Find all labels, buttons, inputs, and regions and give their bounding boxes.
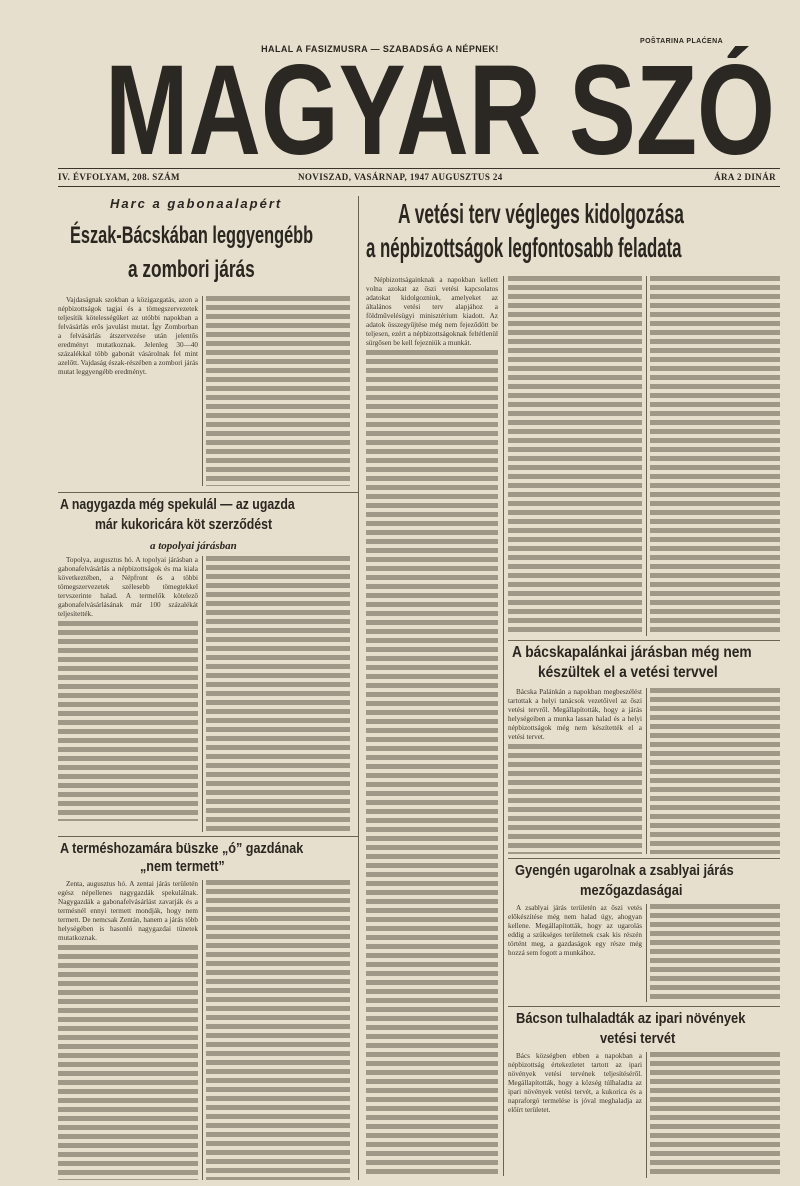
dateline: NOVISZAD, VASÁRNAP, 1947 AUGUSZTUS 24	[298, 172, 503, 182]
harvest-headline-1: Észak-Bácskában leggyengébb	[70, 222, 314, 249]
topolya-body-col-1	[58, 556, 198, 832]
bacs-body-col-2	[650, 1052, 780, 1178]
sowing-headline-1: A vetési terv végleges kidolgozása	[398, 198, 684, 229]
topolya-body-col-2	[206, 556, 350, 832]
farmers-body: Zenta, augusztus hó. A zentai járás területén egész népellenes nagygazdák spekulálnak. Nagygazdák a gabonafelvásárlást zavarják és a termésnél ennyi termett mondják, hogy nem termett. De nemcsak Zentán, hanem a járás több helységében is hasonló nagygazdai tünetek mutatkoznak.	[58, 880, 198, 943]
palanka-body-col-2	[650, 688, 780, 854]
sowing-body-col-3	[650, 276, 780, 636]
harvest-body-col-1	[58, 296, 198, 486]
issue-info-bar	[58, 172, 778, 186]
farmers-body-col-2	[206, 880, 350, 1180]
sowing-body-col-2	[508, 276, 642, 636]
bacs-body: Bács községben ebben a napokban a népbizottság értekezletet tartott az ipari növények vetési tervének teljesítéséről. Megállapították, hogy a község túlhaladta az ipari növények vetési tervét, a kukorica és a napraforgó termelése is jóval meghaladja az előírt területet.	[508, 1052, 642, 1115]
palanka-body: Bácska Palánkán a napokban megbeszélést tartottak a helyi tanácsok vezetőivel az őszi vetési tervről. Megállapították, hogy a járás helységeiben a munka lassan halad és a helyi népbizottságok még nem készítették el a vetési tervet.	[508, 688, 642, 742]
zsablya-headline-2: mezőgazdaságai	[580, 882, 683, 899]
price: ÁRA 2 DINÁR	[714, 172, 776, 182]
harvest-body: Vajdaságnak szokban a közigazgatás, azon a népbizottságok tagjai és a tömegszervezetek teljesítik kötelességüket az utóbbi napokban a felvásárlás erős javulást mutat. Így Zomborban a felvásárlás átszervezése után jelentős eredményt mutatkoznak. Jelenleg 30—40 százalékkal több gabonát vásárolnak fel mint azelőtt. Vajdaság észak-részében a zombori járás mutat leggyengébb eredményt.	[58, 296, 198, 377]
volume-number: IV. ÉVFOLYAM, 208. SZÁM	[58, 172, 180, 182]
harvest-kicker: Harc a gabonaalapért	[110, 196, 283, 211]
bacs-headline-1: Bácson tulhaladták az ipari növények	[516, 1010, 746, 1027]
bacs-headline-2: vetési tervét	[600, 1030, 676, 1047]
palanka-body-col-1	[508, 688, 642, 854]
sowing-body: Népbizottságainknak a napokban kellett volna azokat az őszi vetési kapcsolatos adatokat kidolgozniuk, amelyeket az általános vetési terv alapjához a földművelésügyi minisztérium kiadott. Az adatok összegyűjtése még nem fejeződött be teljesen, ezért a népbizottságoknak feltétlenül sürgősen be kell fejezniük a munkát.	[366, 276, 498, 348]
sowing-body-col-1	[366, 276, 498, 1176]
palanka-headline-1: A bácskapalánkai járásban még nem	[512, 644, 752, 661]
palanka-headline-2: készültek el a vetési tervvel	[538, 664, 718, 681]
zsablya-headline-1: Gyengén ugarolnak a zsablyai járás	[515, 862, 734, 879]
farmers-body-col-1	[58, 880, 198, 1180]
sowing-headline-2: a népbizottságok legfontosabb feladata	[366, 232, 682, 263]
topolya-subheading: a topolyai járásban	[150, 540, 237, 552]
zsablya-body-col-2	[650, 904, 780, 1002]
topolya-headline-2: már kukoricára köt szerződést	[95, 516, 273, 533]
zsablya-body-col-1	[508, 904, 642, 1002]
motto: HALAL A FASIZMUSRA — SZABADSÁG A NÉPNEK!	[261, 44, 499, 54]
topolya-body: Topolya, augusztus hó. A topolyai járásban a gabonafelvásárlás a népbizottságok és ma kiala következtében, a Népfront és a többi tömegszervezetek szélesebb tömegtekkel tervszerinte halad. A termelők kötelező gabonafelvásárlásának már 100 százalékát teljesítették.	[58, 556, 198, 619]
farmers-headline-1: A terméshozamára büszke „ó” gazdának	[60, 840, 304, 857]
topolya-headline-1: A nagygazda még spekulál — az ugazda	[60, 496, 295, 513]
harvest-body-col-2	[206, 296, 350, 486]
harvest-headline-2: a zombori járás	[128, 256, 255, 283]
bacs-body-col-1	[508, 1052, 642, 1178]
zsablya-body: A zsablyai járás területén az őszi vetés előkészítése még nem halad úgy, ahogyan kellene. Megállapították, hogy az ugarolás eddig a szükséges területnek csak kis részén történt meg, a gazdaságok egy része még hozzá sem fogott a munkához.	[508, 904, 642, 958]
masthead-title: MAGYAR SZÓ	[105, 46, 775, 164]
postage-note: POŠTARINA PLAĆENA	[640, 38, 724, 45]
masthead-logo	[100, 46, 780, 164]
farmers-headline-2: „nem termett”	[140, 858, 225, 875]
